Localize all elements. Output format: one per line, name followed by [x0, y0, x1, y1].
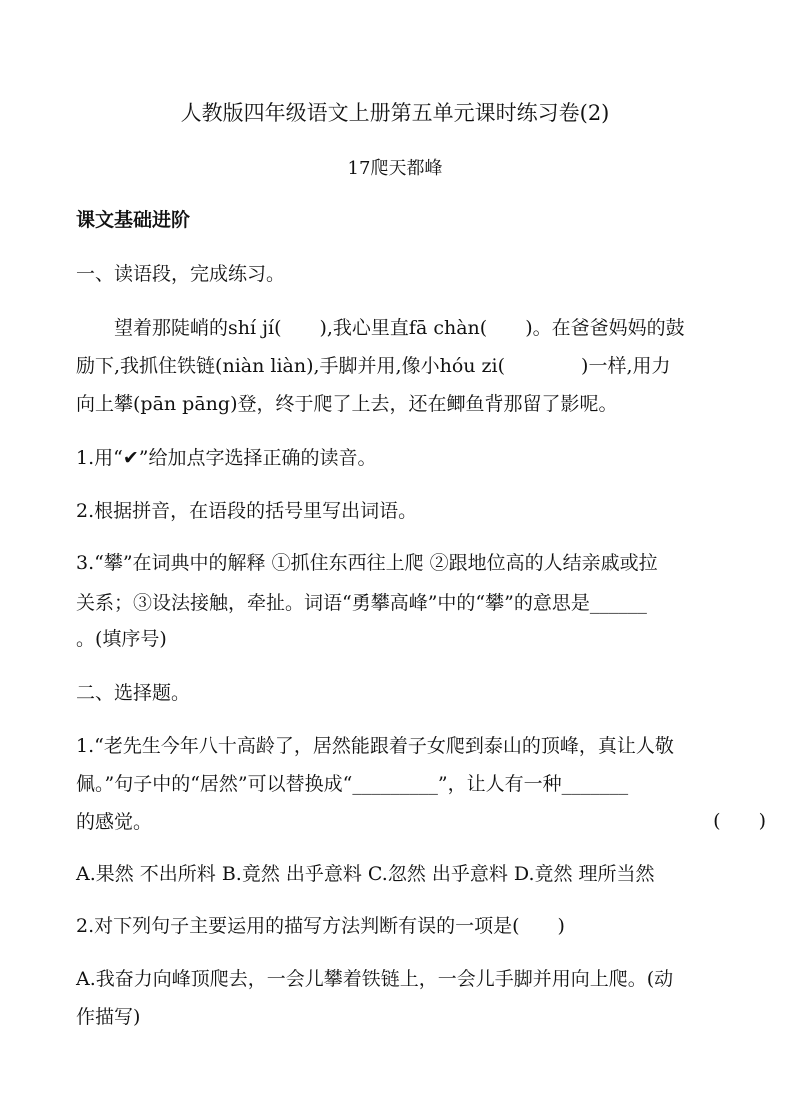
- choice-question-1-line: 佩。”句子中的“居然”可以替换成“_________”，让人有一种_______: [76, 773, 629, 795]
- question-3-line: 关系；③设法接触，牵扯。词语“勇攀高峰”中的“攀”的意思是______: [76, 592, 647, 614]
- question-1: 1.用“✔”给加点字选择正确的读音。: [76, 447, 377, 469]
- answer-parentheses: ( ): [713, 810, 766, 832]
- question-3-line: 3.“攀”在词典中的解释 ①抓住东西往上爬 ②跟地位高的人结亲戚或拉: [76, 552, 658, 574]
- lesson-title: 17爬天都峰: [347, 158, 443, 179]
- question-3-line: 。(填序号): [76, 628, 167, 650]
- choice-question-2-option-a: 作描写): [76, 1006, 141, 1028]
- section-heading: 课文基础进阶: [76, 209, 191, 231]
- choice-question-2-option-a: A.我奋力向峰顶爬去，一会儿攀着铁链上，一会儿手脚并用向上爬。(动: [76, 968, 674, 990]
- question-2: 2.根据拼音，在语段的括号里写出词语。: [76, 500, 418, 522]
- part2-heading: 二、选择题。: [76, 682, 191, 704]
- choice-question-1-line: 1.“老先生今年八十高龄了，居然能跟着子女爬到泰山的顶峰，真让人敬: [76, 735, 674, 757]
- part1-heading: 一、读语段，完成练习。: [76, 263, 286, 285]
- passage-line: 励下,我抓住铁链(niàn liàn),手脚并用,像小hóu zi( )一样,用力: [76, 355, 671, 377]
- choice-question-1-options: A.果然 不出所料 B.竟然 出乎意料 C.忽然 出乎意料 D.竟然 理所当然: [76, 863, 655, 885]
- choice-question-2: 2.对下列句子主要运用的描写方法判断有误的一项是( ): [76, 915, 565, 937]
- choice-question-1-line: 的感觉。: [76, 811, 153, 833]
- page-title: 人教版四年级语文上册第五单元课时练习卷(2): [180, 101, 610, 125]
- passage-line: 望着那陡峭的shí jí( ),我心里直fā chàn( )。在爸爸妈妈的鼓: [76, 317, 685, 339]
- passage-line: 向上攀(pān pāng)登，终于爬了上去，还在鲫鱼背那留了影呢。: [76, 393, 618, 415]
